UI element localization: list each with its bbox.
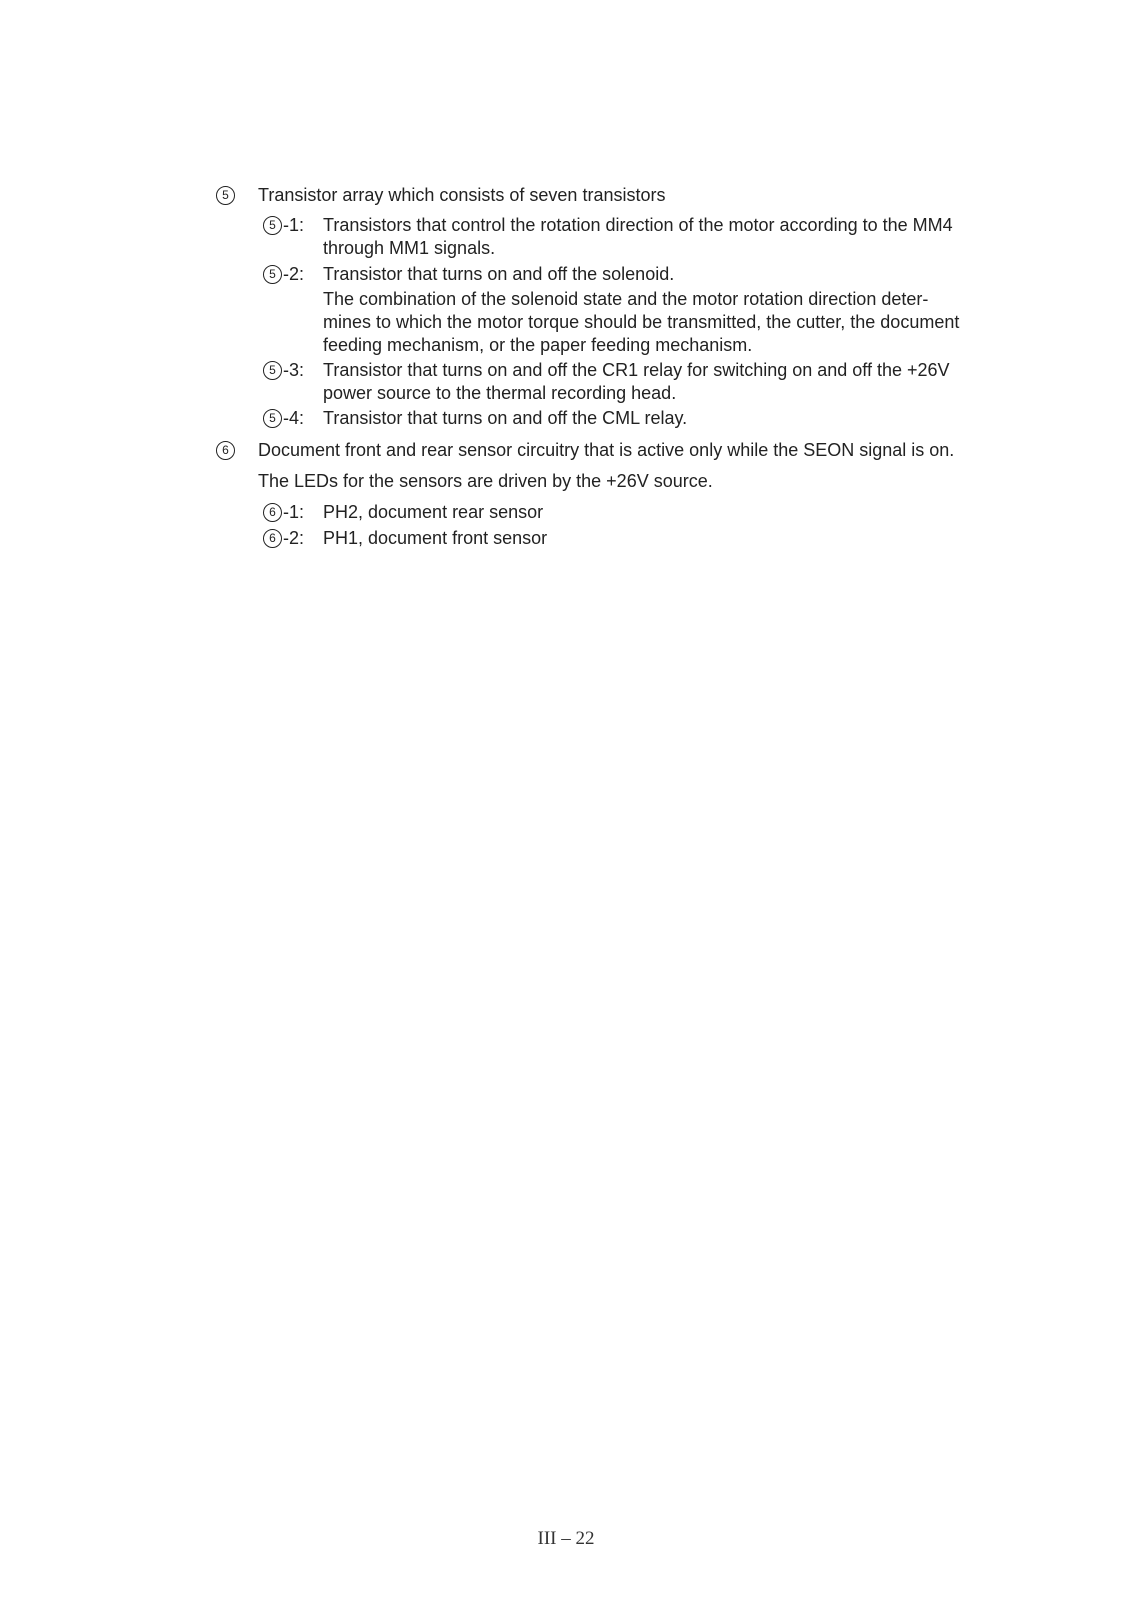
item-6-text: Document front and rear sensor circuitry that is active only while the SEON signal is on. — [258, 440, 955, 460]
subitem-5-3-line-2: power source to the thermal recording head. — [323, 383, 677, 403]
subitem-5-2-label: -2: — [283, 264, 305, 284]
subitem-5-3-label: -3: — [283, 360, 305, 380]
page-number: III – 22 — [537, 1528, 595, 1549]
subitem-5-2-note-line-3: feeding mechanism, or the paper feeding mechanism. — [323, 335, 753, 355]
item-5-text: Transistor array which consists of seven transistors — [258, 185, 666, 205]
subitem-5-1-label: -1: — [283, 215, 305, 235]
subitem-5-2-line-1: Transistor that turns on and off the solenoid. — [323, 264, 675, 284]
subitem-5-2-note-line-2: mines to which the motor torque should be transmitted, the cutter, the document — [323, 312, 960, 332]
subitem-6-2-marker: 6 — [263, 529, 282, 548]
subitem-6-2-line-1: PH1, document front sensor — [323, 528, 548, 548]
subitem-6-1-marker: 6 — [263, 503, 282, 522]
item-6-marker: 6 — [216, 441, 235, 460]
subitem-6-2-label: -2: — [283, 528, 305, 548]
subitem-5-1-line-1: Transistors that control the rotation direction of the motor according to the MM4 — [323, 215, 953, 235]
subitem-5-4-label: -4: — [283, 408, 305, 428]
subitem-5-3-marker: 5 — [263, 361, 282, 380]
subitem-6-1-line-1: PH2, document rear sensor — [323, 502, 544, 522]
subitem-5-2-note-line-1: The combination of the solenoid state and the motor rotation direction deter- — [323, 289, 929, 309]
item-6-note: The LEDs for the sensors are driven by the +26V source. — [258, 471, 713, 491]
item-5-marker: 5 — [216, 186, 235, 205]
subitem-6-1-label: -1: — [283, 502, 305, 522]
subitem-5-4-marker: 5 — [263, 409, 282, 428]
subitem-5-3-line-1: Transistor that turns on and off the CR1 relay for switching on and off the +26V — [323, 360, 950, 380]
subitem-5-2-marker: 5 — [263, 265, 282, 284]
subitem-5-1-marker: 5 — [263, 216, 282, 235]
subitem-5-4-line-1: Transistor that turns on and off the CML relay. — [323, 408, 688, 428]
subitem-5-1-line-2: through MM1 signals. — [323, 238, 496, 258]
